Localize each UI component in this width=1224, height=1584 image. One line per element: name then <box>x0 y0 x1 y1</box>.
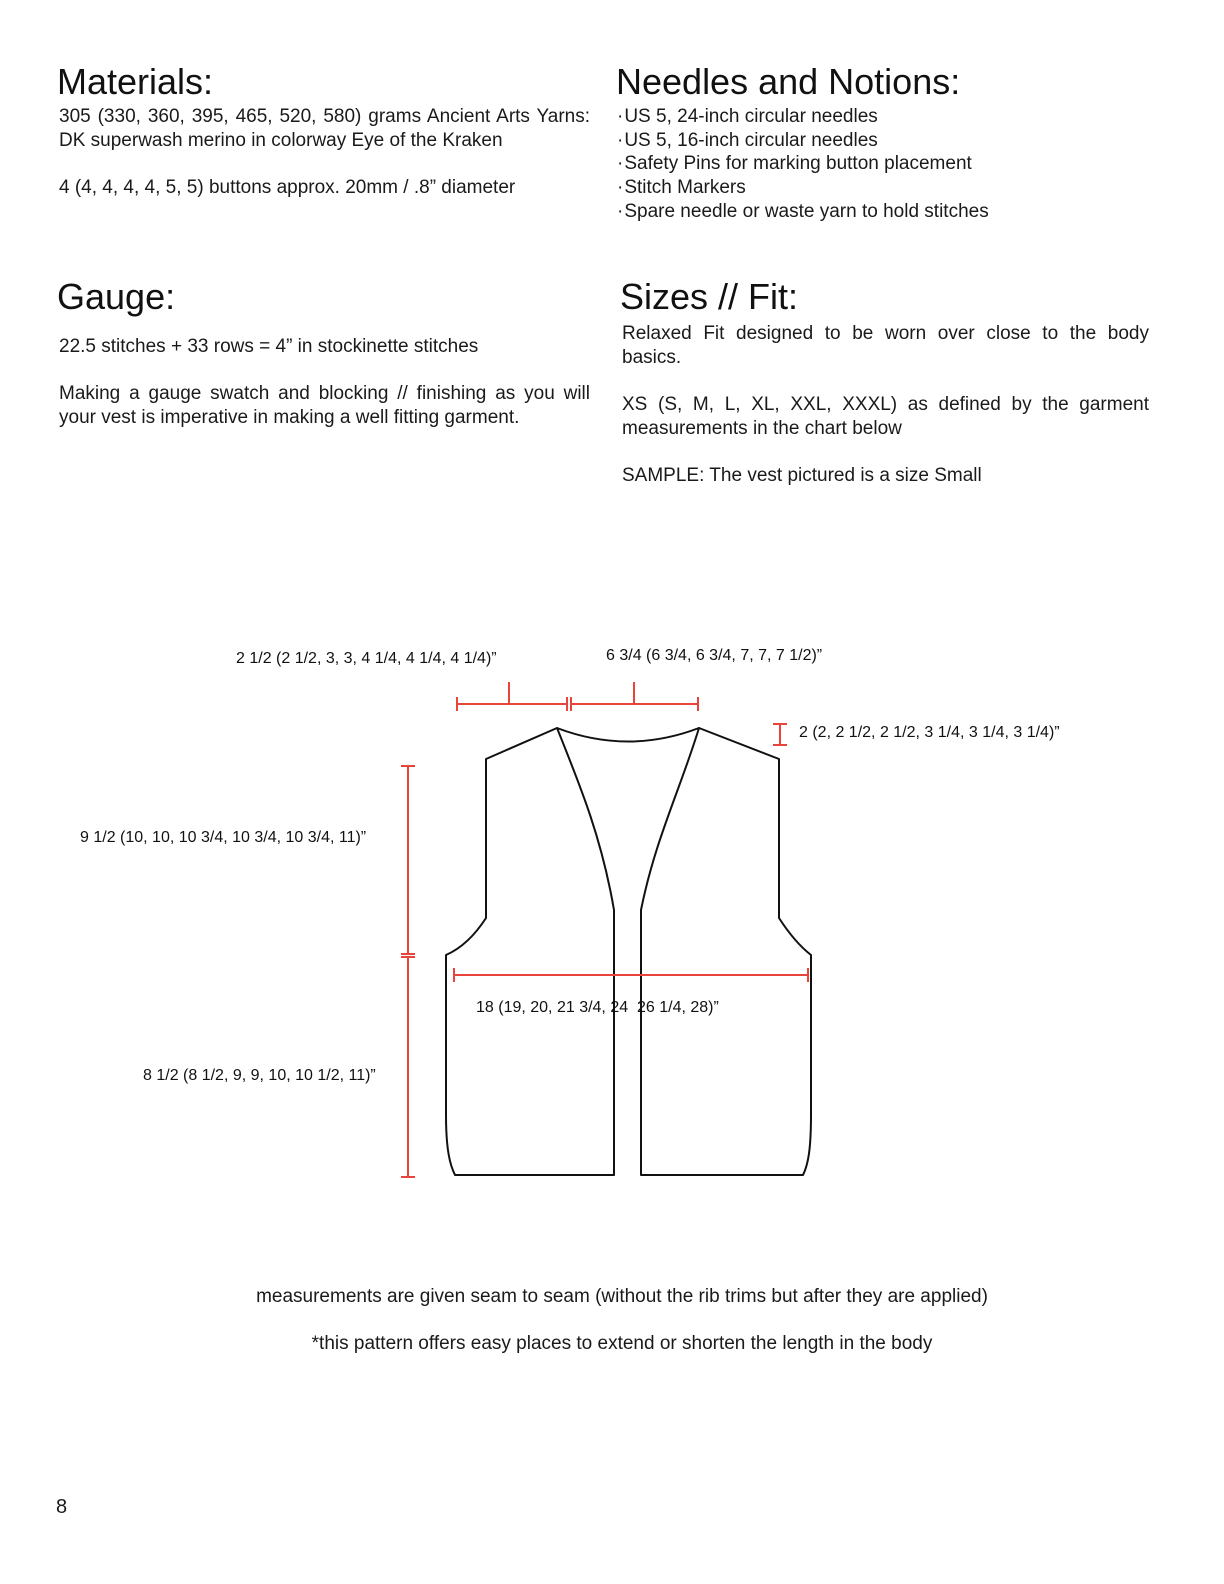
vest-left-front-outline <box>446 728 614 1175</box>
vest-right-front-outline <box>641 728 811 1175</box>
chest-width-label: 18 (19, 20, 21 3/4, 24 26 1/4, 28)” <box>476 999 719 1016</box>
needles-item: · US 5, 24-inch circular needles <box>617 105 1177 129</box>
gauge-heading: Gauge: <box>57 276 176 317</box>
back-neck-curve <box>557 728 699 742</box>
armhole-depth-label: 9 1/2 (10, 10, 10 3/4, 10 3/4, 10 3/4, 11)” <box>80 829 367 846</box>
size-range: XS (S, M, L, XL, XXL, XXXL) as defined by the garment measurements in the chart below <box>622 394 1149 439</box>
materials-heading: Materials: <box>57 61 214 102</box>
neck-width-measure <box>571 682 698 711</box>
needles-item: · Stitch Markers <box>617 176 1177 200</box>
armhole-depth-measure <box>401 766 415 957</box>
seam-note: measurements are given seam to seam (without the rib trims but after they are applied) <box>256 1286 988 1307</box>
gauge-stitches: 22.5 stitches + 33 rows = 4” in stockinette stitches <box>59 336 479 357</box>
body-length-label: 8 1/2 (8 1/2, 9, 9, 10, 10 1/2, 11)” <box>143 1067 376 1084</box>
shoulder-drop-measure <box>773 724 787 745</box>
sizes-heading: Sizes // Fit: <box>620 276 799 317</box>
chest-width-measure <box>454 968 808 982</box>
shoulder-width-label: 2 1/2 (2 1/2, 3, 3, 4 1/4, 4 1/4, 4 1/4)” <box>236 650 497 667</box>
neck-width-label: 6 3/4 (6 3/4, 6 3/4, 7, 7, 7 1/2)” <box>606 647 823 664</box>
fit-description: Relaxed Fit designed to be worn over close to the body basics. <box>622 323 1149 368</box>
needles-item: · Safety Pins for marking button placement <box>617 152 1177 176</box>
length-note: *this pattern offers easy places to extend or shorten the length in the body <box>311 1333 933 1354</box>
yarn-requirement: 305 (330, 360, 395, 465, 520, 580) grams Ancient Arts Yarns: DK superwash merino in colorway Eye of the Kraken <box>59 106 590 151</box>
needles-item: · US 5, 16-inch circular needles <box>617 129 1177 153</box>
shoulder-width-measure <box>457 682 567 711</box>
needles-item: · Spare needle or waste yarn to hold stitches <box>617 200 1177 224</box>
page-number: 8 <box>56 1496 68 1518</box>
gauge-swatch-note: Making a gauge swatch and blocking // finishing as you will your vest is imperative in making a well fitting garment. <box>59 383 590 429</box>
button-requirement: 4 (4, 4, 4, 4, 5, 5) buttons approx. 20mm / .8” diameter <box>59 177 516 199</box>
shoulder-drop-label: 2 (2, 2 1/2, 2 1/2, 3 1/4, 3 1/4, 3 1/4)” <box>799 724 1060 741</box>
sample-size: SAMPLE: The vest pictured is a size Small <box>622 465 982 487</box>
needles-heading: Needles and Notions: <box>616 61 961 102</box>
body-length-measure <box>401 957 415 1177</box>
